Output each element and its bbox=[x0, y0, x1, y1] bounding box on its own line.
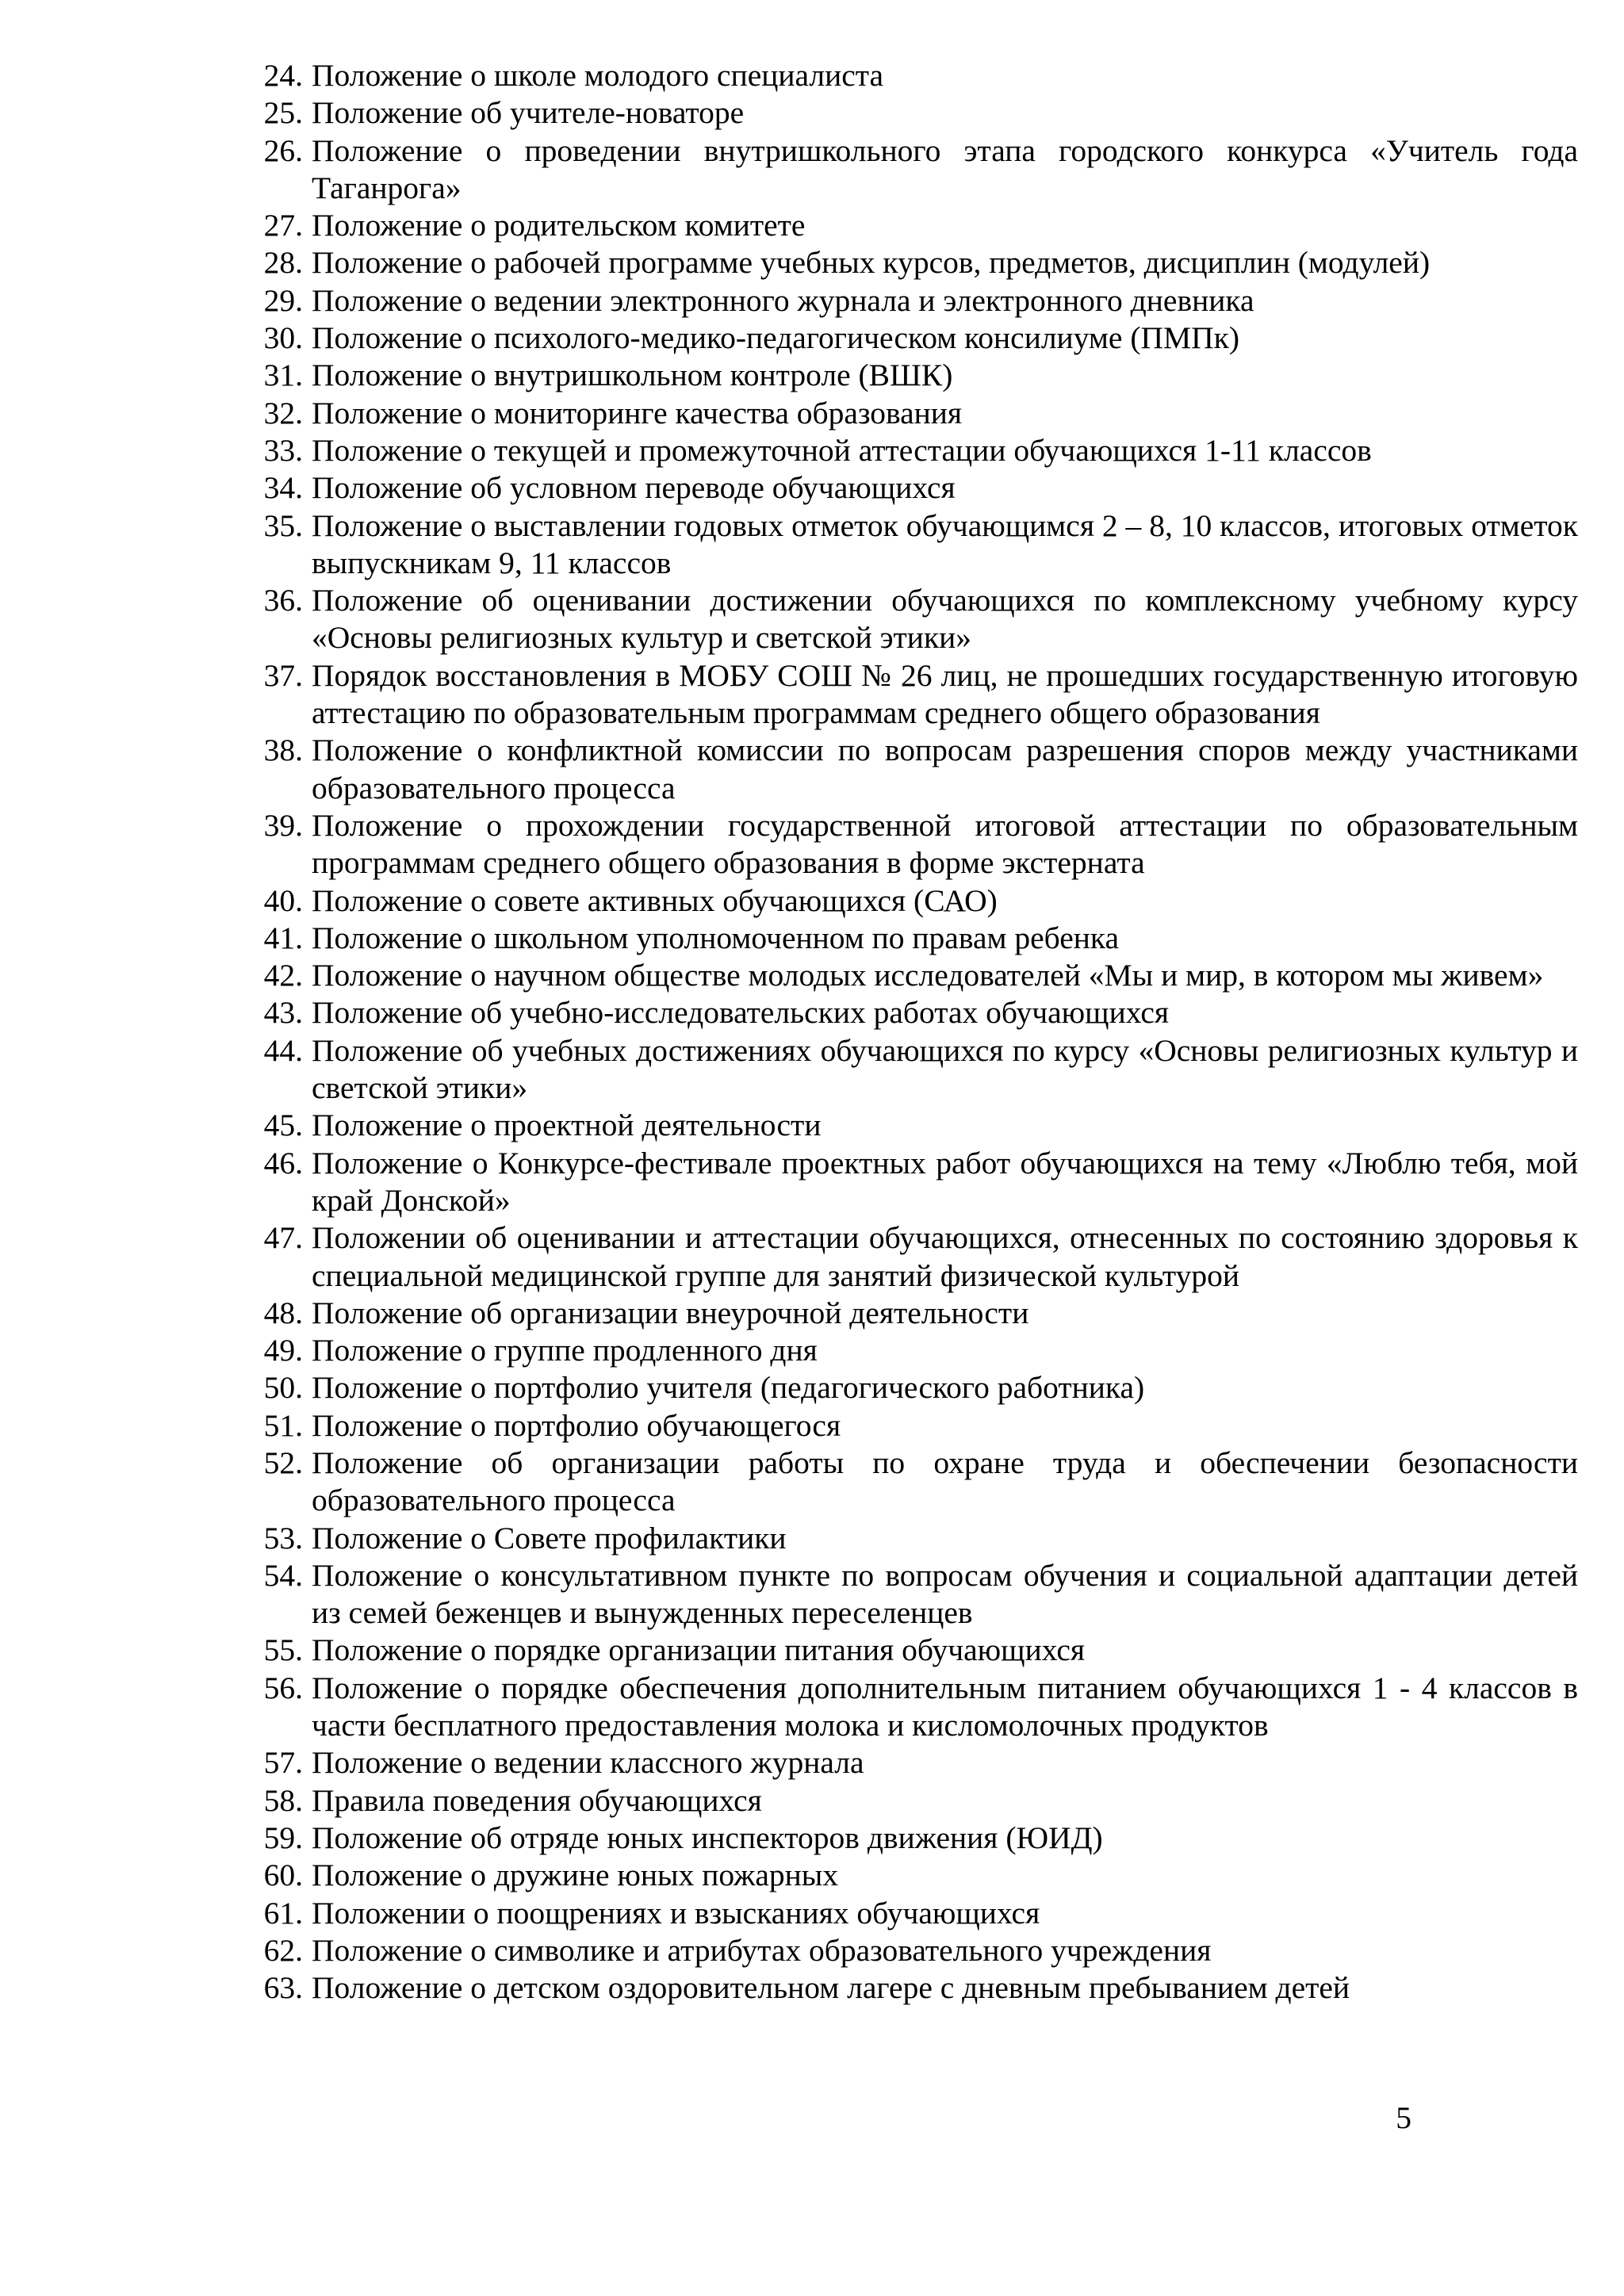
list-item-number: 54. bbox=[263, 1557, 303, 1593]
list-item-number: 36. bbox=[263, 583, 303, 618]
list-item-number: 32. bbox=[263, 395, 303, 430]
list-item-text: Положение о Конкурсе-фестивале проектных работ обучающихся на тему «Люблю тебя, мой край Донской» bbox=[312, 1145, 1578, 1218]
page-number: 5 bbox=[1396, 2100, 1411, 2135]
list-item-text: Положение о рабочей программе учебных курсов, предметов, дисциплин (модулей) bbox=[312, 245, 1431, 281]
list-item bbox=[252, 732, 1578, 807]
list-item-text: Порядок восстановления в МОБУ СОШ № 26 лиц, не прошедших государственную итоговую аттестацию по образовательным программам среднего общего образования bbox=[312, 657, 1578, 731]
list-item-text: Положение о ведении классного журнала bbox=[312, 1745, 864, 1781]
list-item-number: 33. bbox=[263, 432, 303, 468]
list-item bbox=[252, 1932, 1578, 1969]
list-item-text: Положение о текущей и промежуточной аттестации обучающихся 1-11 классов bbox=[312, 432, 1372, 468]
list-item-text: Положение об условном переводе обучающихся bbox=[312, 470, 956, 506]
list-item bbox=[252, 432, 1578, 469]
list-item bbox=[252, 94, 1578, 132]
list-item-text: Правила поведения обучающихся bbox=[312, 1782, 762, 1818]
list-item-number: 28. bbox=[263, 245, 303, 281]
list-item bbox=[252, 1107, 1578, 1144]
list-item-number: 61. bbox=[263, 1895, 303, 1931]
list-item-number: 45. bbox=[263, 1108, 303, 1143]
list-item bbox=[252, 1032, 1578, 1108]
list-item bbox=[252, 807, 1578, 882]
regulations-list bbox=[252, 57, 1578, 2007]
list-item-text: Положение о дружине юных пожарных bbox=[312, 1858, 839, 1893]
list-item-number: 63. bbox=[263, 1970, 303, 2006]
list-item-text: Положение об отряде юных инспекторов движения (ЮИД) bbox=[312, 1820, 1103, 1855]
list-item bbox=[252, 57, 1578, 94]
list-item bbox=[252, 1895, 1578, 1932]
list-item-text: Положение о выставлении годовых отметок обучающимся 2 – 8, 10 классов, итоговых отметок выпускникам 9, 11 классов bbox=[312, 507, 1578, 580]
list-item-number: 42. bbox=[263, 958, 303, 993]
list-item bbox=[252, 957, 1578, 994]
list-item-number: 29. bbox=[263, 282, 303, 318]
list-item bbox=[252, 1219, 1578, 1295]
list-item bbox=[252, 1520, 1578, 1557]
list-item-number: 35. bbox=[263, 507, 303, 543]
list-item-number: 59. bbox=[263, 1820, 303, 1855]
list-item-number: 25. bbox=[263, 95, 303, 131]
list-item-text: Положение о группе продленного дня bbox=[312, 1333, 818, 1368]
list-item bbox=[252, 582, 1578, 657]
list-item bbox=[252, 994, 1578, 1031]
list-item-number: 51. bbox=[263, 1407, 303, 1443]
list-item-number: 50. bbox=[263, 1370, 303, 1406]
list-item-number: 41. bbox=[263, 920, 303, 955]
list-item-number: 40. bbox=[263, 882, 303, 918]
list-item-text: Положении об оценивании и аттестации обучающихся, отнесенных по состоянию здоровья к специальной медицинской группе для занятий физической культурой bbox=[312, 1220, 1578, 1293]
list-item bbox=[252, 1782, 1578, 1820]
list-item-number: 53. bbox=[263, 1520, 303, 1556]
list-item-text: Положение о порядке организации питания обучающихся bbox=[312, 1632, 1086, 1668]
list-item bbox=[252, 507, 1578, 583]
list-item bbox=[252, 1744, 1578, 1781]
list-item-text: Положение о ведении электронного журнала и электронного дневника bbox=[312, 282, 1254, 318]
list-item bbox=[252, 357, 1578, 394]
list-item-number: 62. bbox=[263, 1932, 303, 1968]
list-item bbox=[252, 657, 1578, 733]
list-item-number: 38. bbox=[263, 733, 303, 768]
list-item-text: Положение об учебно-исследовательских работах обучающихся bbox=[312, 995, 1170, 1031]
list-item-number: 49. bbox=[263, 1333, 303, 1368]
list-item-text: Положении о поощрениях и взысканиях обучающихся bbox=[312, 1895, 1040, 1931]
list-item-number: 46. bbox=[263, 1145, 303, 1181]
list-item-text: Положение о портфолио учителя (педагогического работника) bbox=[312, 1370, 1145, 1406]
list-item-number: 60. bbox=[263, 1858, 303, 1893]
list-item bbox=[252, 132, 1578, 208]
list-item-text: Положение об учителе-новаторе bbox=[312, 95, 745, 131]
list-item-number: 56. bbox=[263, 1670, 303, 1705]
list-item bbox=[252, 1557, 1578, 1632]
list-item-text: Положение о конфликтной комиссии по вопросам разрешения споров между участниками образовательного процесса bbox=[312, 733, 1578, 806]
list-item-text: Положение о мониторинге качества образования bbox=[312, 395, 963, 430]
list-item-number: 57. bbox=[263, 1745, 303, 1781]
list-item bbox=[252, 395, 1578, 432]
list-item-text: Положение о психолого-медико-педагогическом консилиуме (ПМПк) bbox=[312, 320, 1239, 356]
list-item-text: Положение об оценивании достижении обучающихся по комплексному учебному курсу «Основы религиозных культур и светской этики» bbox=[312, 583, 1578, 656]
list-item-text: Положение о научном обществе молодых исследователей «Мы и мир, в котором мы живем» bbox=[312, 958, 1544, 993]
list-item bbox=[252, 1445, 1578, 1520]
list-item bbox=[252, 1632, 1578, 1669]
list-item bbox=[252, 469, 1578, 507]
list-item-text: Положение о детском оздоровительном лагере с дневным пребыванием детей bbox=[312, 1970, 1350, 2006]
list-item bbox=[252, 1295, 1578, 1332]
list-item-number: 44. bbox=[263, 1032, 303, 1068]
list-item-text: Положение о родительском комитете bbox=[312, 208, 806, 243]
list-item bbox=[252, 1670, 1578, 1745]
list-item-text: Положение о портфолио обучающегося bbox=[312, 1407, 841, 1443]
list-item-text: Положение о консультативном пункте по вопросам обучения и социальной адаптации детей из семей беженцев и вынужденных переселенцев bbox=[312, 1557, 1578, 1631]
list-item bbox=[252, 1820, 1578, 1857]
list-item bbox=[252, 1332, 1578, 1369]
list-item-number: 55. bbox=[263, 1632, 303, 1668]
list-item bbox=[252, 1857, 1578, 1894]
list-item-text: Положение о Совете профилактики bbox=[312, 1520, 787, 1556]
list-item-number: 47. bbox=[263, 1220, 303, 1256]
list-item-number: 31. bbox=[263, 358, 303, 393]
list-item bbox=[252, 1407, 1578, 1445]
list-item-number: 58. bbox=[263, 1782, 303, 1818]
list-item-number: 27. bbox=[263, 208, 303, 243]
list-item-text: Положение о порядке обеспечения дополнительным питанием обучающихся 1 - 4 классов в части бесплатного предоставления молока и кисломолочных продуктов bbox=[312, 1670, 1578, 1743]
list-item-number: 39. bbox=[263, 807, 303, 843]
list-item-text: Положение о внутришкольном контроле (ВШК) bbox=[312, 358, 953, 393]
list-item-text: Положение об организации внеурочной деятельности bbox=[312, 1295, 1029, 1330]
list-item-number: 48. bbox=[263, 1295, 303, 1330]
list-item-text: Положение о совете активных обучающихся (САО) bbox=[312, 882, 998, 918]
list-item bbox=[252, 1369, 1578, 1406]
list-item-number: 26. bbox=[263, 132, 303, 168]
list-item bbox=[252, 320, 1578, 357]
list-item-text: Положение о школьном уполномоченном по правам ребенка bbox=[312, 920, 1120, 955]
list-item bbox=[252, 1969, 1578, 2007]
list-item-text: Положение об организации работы по охране труда и обеспечении безопасности образовательного процесса bbox=[312, 1445, 1578, 1518]
list-item bbox=[252, 207, 1578, 244]
list-item-number: 37. bbox=[263, 657, 303, 693]
list-item-number: 34. bbox=[263, 470, 303, 506]
list-item-text: Положение о проектной деятельности bbox=[312, 1108, 822, 1143]
list-item bbox=[252, 244, 1578, 281]
list-item-number: 52. bbox=[263, 1445, 303, 1480]
list-item-number: 24. bbox=[263, 58, 303, 93]
list-item-text: Положение об учебных достижениях обучающихся по курсу «Основы религиозных культур и светской этики» bbox=[312, 1032, 1578, 1106]
list-item-text: Положение о прохождении государственной итоговой аттестации по образовательным программам среднего общего образования в форме экстерната bbox=[312, 807, 1578, 881]
list-item-number: 43. bbox=[263, 995, 303, 1031]
list-item bbox=[252, 1145, 1578, 1220]
list-item-text: Положение о проведении внутришкольного этапа городского конкурса «Учитель года Таганрога» bbox=[312, 132, 1578, 205]
list-item-number: 30. bbox=[263, 320, 303, 356]
list-item bbox=[252, 920, 1578, 957]
list-item bbox=[252, 882, 1578, 920]
list-item-text: Положение о школе молодого специалиста bbox=[312, 58, 884, 93]
list-item-text: Положение о символике и атрибутах образовательного учреждения bbox=[312, 1932, 1212, 1968]
list-item bbox=[252, 282, 1578, 320]
